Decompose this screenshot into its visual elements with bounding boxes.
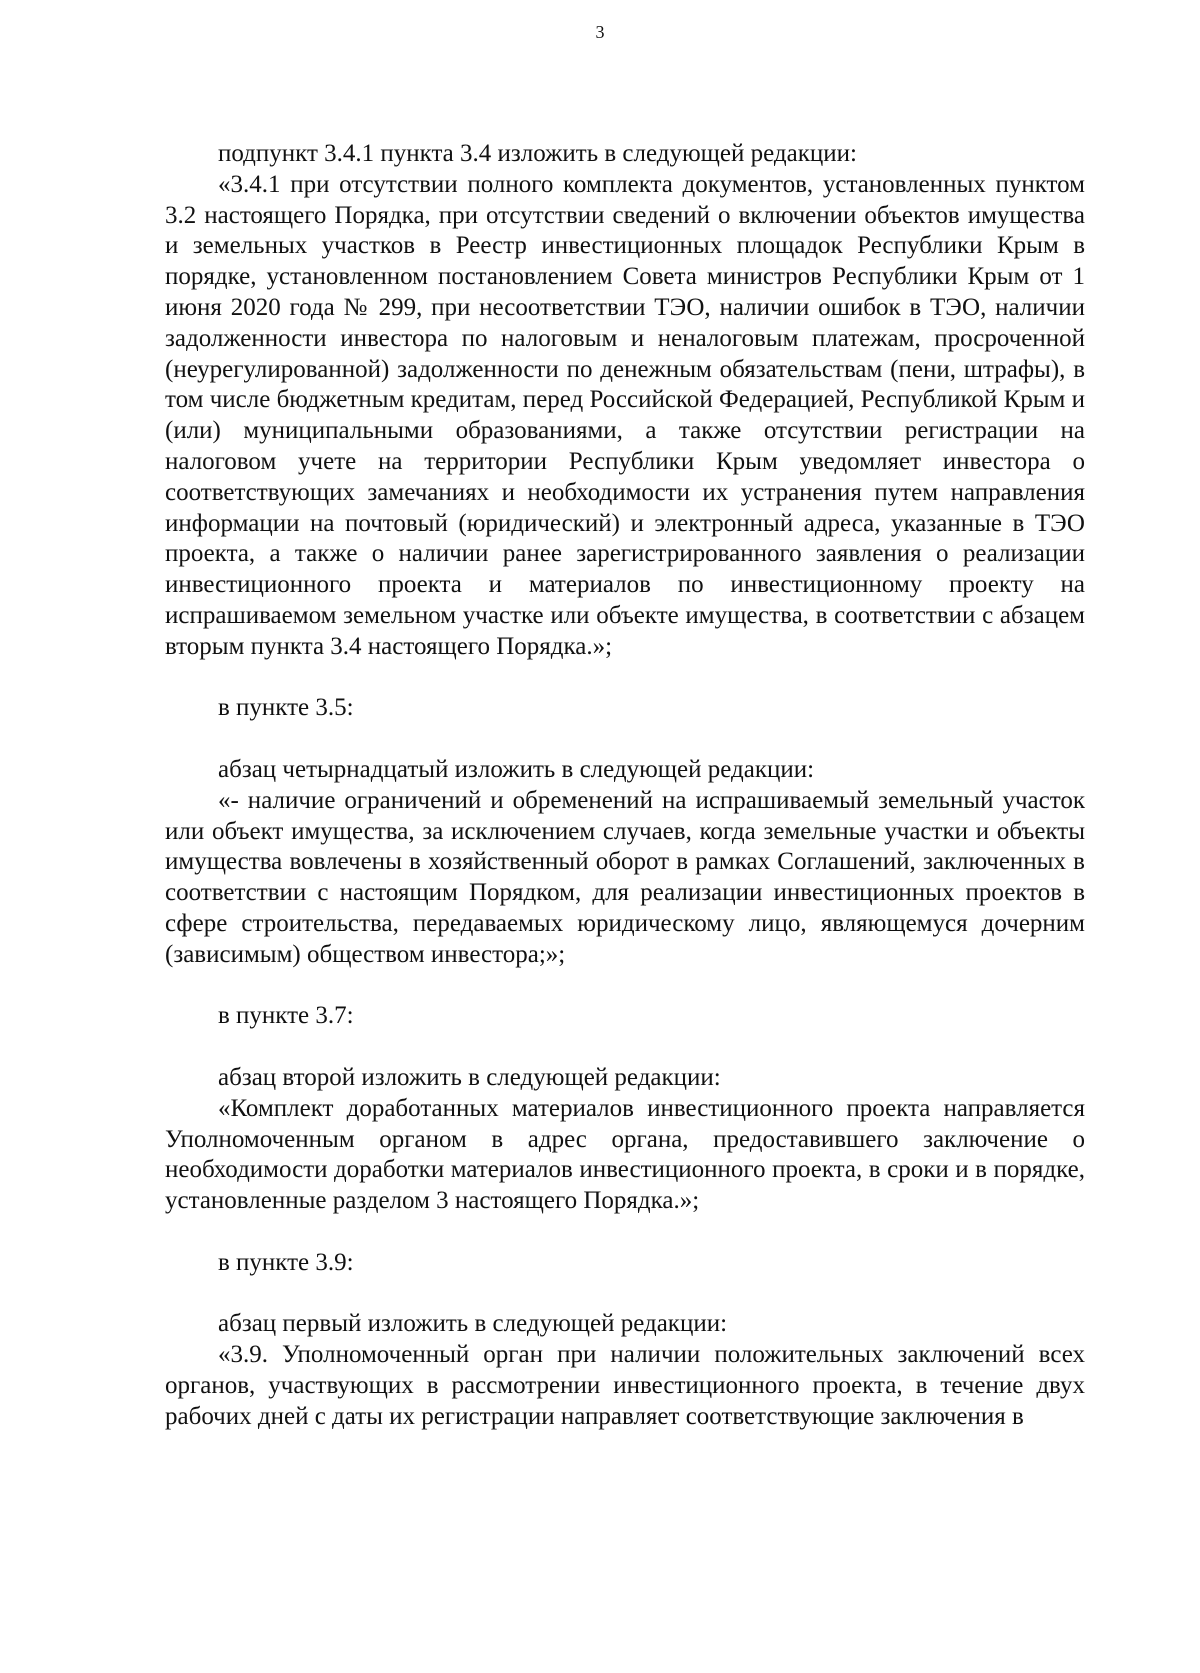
page-number: 3	[595, 22, 605, 42]
paragraph-instruction-3-7: абзац второй изложить в следующей редакции:	[218, 1063, 721, 1091]
paragraph-point-3-7: в пункте 3.7:	[218, 1002, 354, 1030]
paragraph-quote-3-4-1: «3.4.1 при отсутствии полного комплекта документов, установленных пунктом 3.2 настоящего Порядка, при отсутствии сведений о включении объектов имущества и земельных участков в Реестр инвестиционных площадок Республики Крым в порядке, установленном постановлением Совета министров Республики Крым от 1 июня 2020 года № 299, при несоответствии ТЭО, наличии ошибок в ТЭО, наличии задолженности инвестора по налоговым и неналоговым платежам, просроченной (неурегулированной) задолженности по денежным обязательствам (пени, штрафы), в том числе бюджетным кредитам, перед Российской Федерацией, Республикой Крым и (или) муниципальными образованиями, а также отсутствии регистрации на налоговом учете на территории Республики Крым уведомляет инвестора о соответствующих замечаниях и необходимости их устранения путем направления информации на почтовый (юридический) и электронный адреса, указанные в ТЭО проекта, а также о наличии ранее зарегистрированного заявления о реализации инвестиционного проекта и материалов по инвестиционному проекту на испрашиваемом земельном участке или объекте имущества, в соответствии с абзацем вторым пункта 3.4 настоящего Порядка.»;	[165, 170, 1085, 660]
paragraph-quote-3-5: «- наличие ограничений и обременений на испрашиваемый земельный участок или объект имущества, за исключением случаев, когда земельные участки и объекты имущества вовлечены в хозяйственный оборот в рамках Соглашений, заключенных в соответствии с настоящим Порядком, для реализации инвестиционных проектов в сфере строительства, передаваемых юридическому лицо, являющемуся дочерним (зависимым) обществом инвестора;»;	[165, 786, 1085, 968]
paragraph-quote-3-9: «3.9. Уполномоченный орган при наличии положительных заключений всех органов, участвующих в рассмотрении инвестиционного проекта, в течение двух рабочих дней с даты их регистрации направляет соответствующие заключения в	[165, 1341, 1085, 1430]
paragraph-instruction-3-4-1: подпункт 3.4.1 пункта 3.4 изложить в следующей редакции:	[218, 140, 857, 167]
paragraph-point-3-9: в пункте 3.9:	[218, 1248, 354, 1276]
document-body	[165, 139, 1085, 1432]
paragraph-point-3-5: в пункте 3.5:	[218, 694, 354, 722]
paragraph-instruction-3-5: абзац четырнадцатый изложить в следующей редакции:	[218, 755, 815, 783]
paragraph-quote-3-7: «Комплект доработанных материалов инвестиционного проекта направляется Уполномоченным органом в адрес органа, предоставившего заключение о необходимости доработки материалов инвестиционного проекта, в сроки и в порядке, установленные разделом 3 настоящего Порядка.»;	[165, 1094, 1085, 1215]
paragraph-instruction-3-9: абзац первый изложить в следующей редакции:	[218, 1310, 728, 1338]
